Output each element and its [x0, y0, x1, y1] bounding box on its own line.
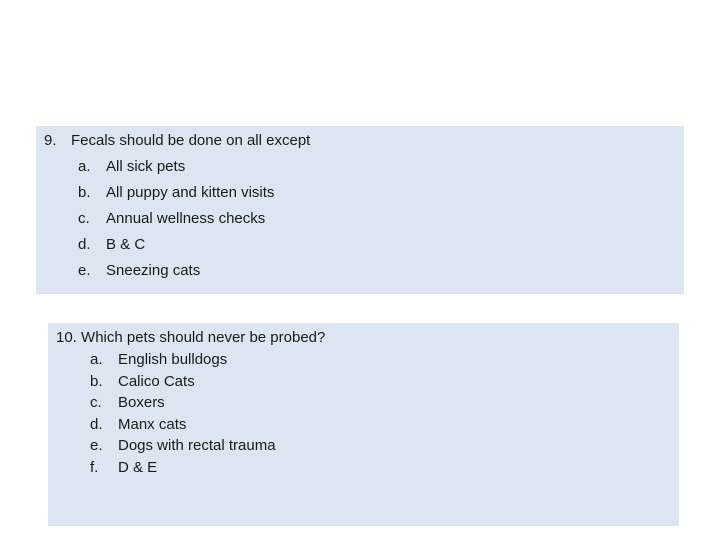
option-text: D & E: [118, 458, 158, 476]
option-text: Dogs with rectal trauma: [118, 437, 276, 455]
option-item: [90, 457, 276, 479]
option-item: [90, 435, 276, 457]
question-number: 10.: [56, 329, 77, 346]
option-text: Manx cats: [118, 415, 187, 433]
option-text: Annual wellness checks: [106, 210, 266, 227]
option-text: English bulldogs: [118, 351, 228, 368]
question-9-stem: [44, 128, 310, 154]
option-item: [90, 414, 276, 436]
question-10-box: [48, 323, 679, 526]
question-number: 9.: [44, 132, 57, 149]
question-10-options: [90, 349, 276, 479]
option-letter: e.: [90, 437, 103, 455]
question-9-box: [36, 126, 684, 294]
question-text: Which pets should never be probed?: [81, 329, 326, 346]
option-item: [78, 206, 274, 232]
question-10-stem: [56, 327, 325, 349]
option-text: Sneezing cats: [106, 262, 201, 279]
option-letter: d.: [78, 236, 91, 253]
option-item: [90, 371, 276, 393]
option-letter: f.: [90, 458, 99, 476]
option-item: [78, 258, 274, 284]
option-text: All sick pets: [106, 158, 186, 175]
question-9-options: [78, 154, 274, 284]
option-text: All puppy and kitten visits: [106, 184, 275, 201]
option-item: [90, 349, 276, 371]
option-letter: d.: [90, 415, 103, 433]
option-item: [78, 180, 274, 206]
option-letter: a.: [90, 351, 103, 368]
question-text: Fecals should be done on all except: [71, 132, 311, 149]
option-item: [78, 232, 274, 258]
option-text: Calico Cats: [118, 372, 195, 390]
option-letter: c.: [90, 394, 102, 412]
option-text: Boxers: [118, 394, 165, 412]
option-text: B & C: [106, 236, 146, 253]
option-letter: c.: [78, 210, 90, 227]
option-letter: b.: [78, 184, 91, 201]
option-letter: a.: [78, 158, 91, 175]
option-item: [90, 392, 276, 414]
option-letter: e.: [78, 262, 91, 279]
option-letter: b.: [90, 372, 103, 390]
option-item: [78, 154, 274, 180]
